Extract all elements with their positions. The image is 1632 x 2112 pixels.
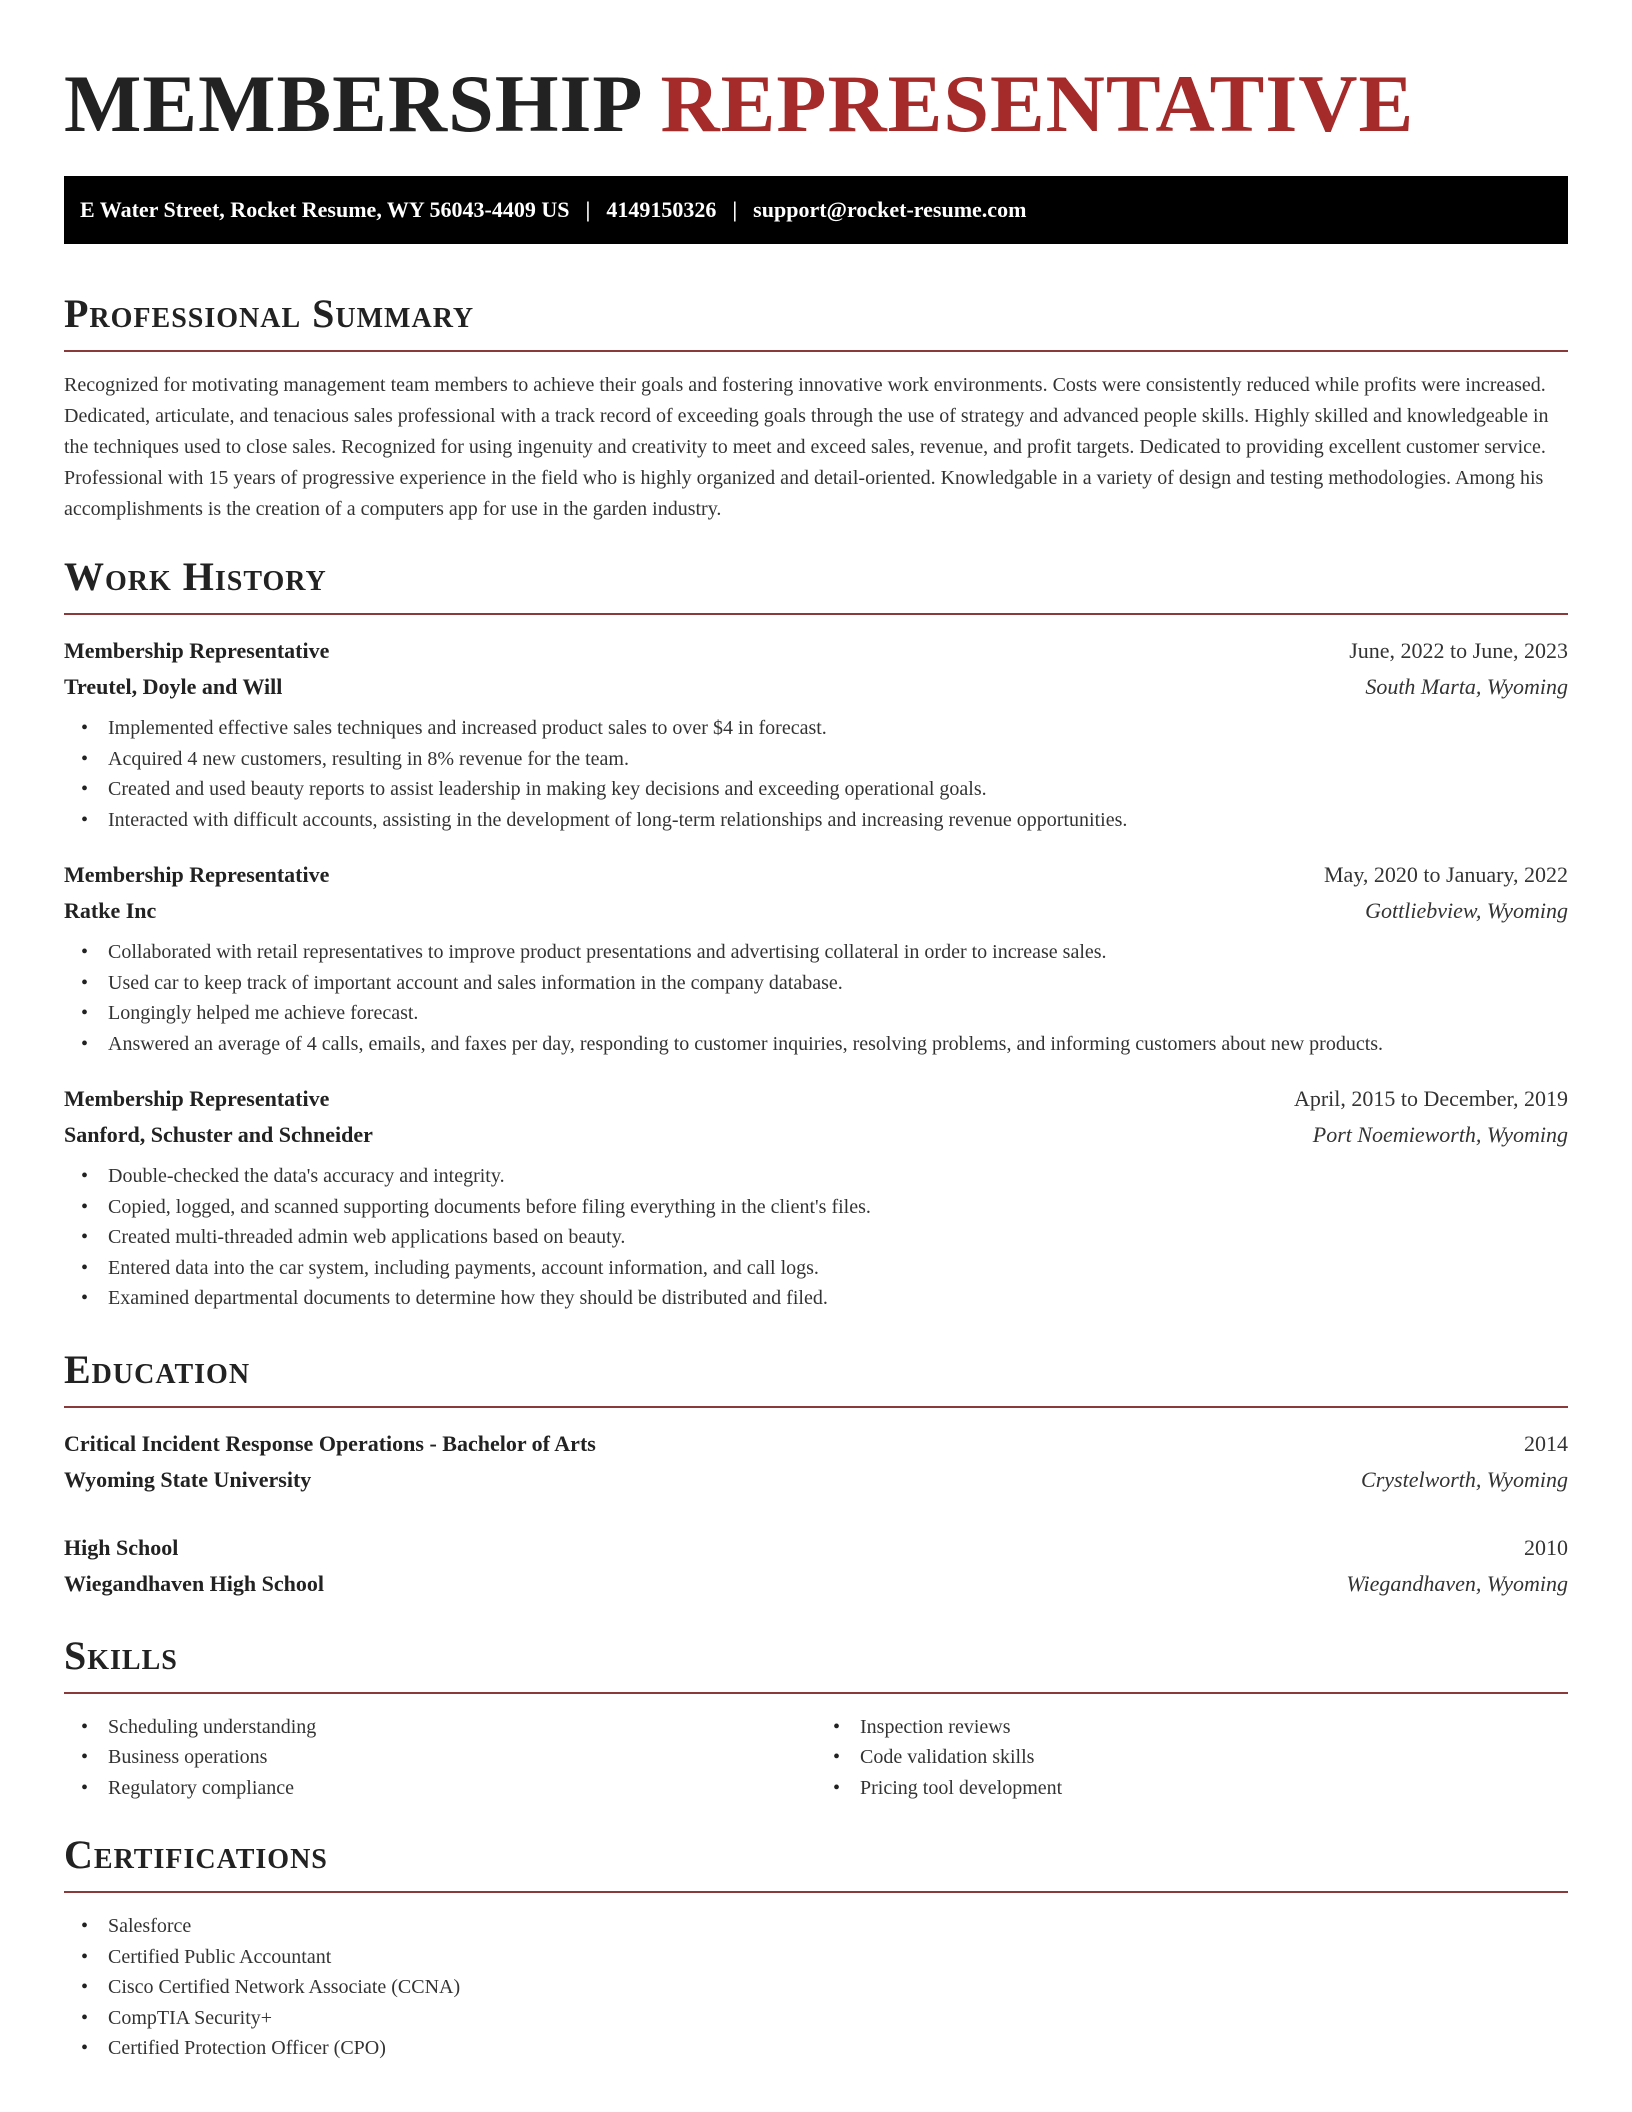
job-entry: [64, 633, 1568, 835]
job-company: Treutel, Doyle and Will: [64, 674, 283, 699]
job-bullet: • Entered data into the car system, including payments, account information, and call logs.: [108, 1253, 1568, 1284]
skill-item: • Inspection reviews: [860, 1712, 1568, 1743]
skill-item: • Business operations: [108, 1742, 816, 1773]
skills-section: [64, 1630, 1568, 1804]
section-divider: [64, 1406, 1568, 1408]
job-location: Gottliebview, Wyoming: [1365, 898, 1568, 923]
job-bullet: • Implemented effective sales techniques and increased product sales to over $4 in forecast.: [108, 713, 1568, 744]
job-bullet: • Double-checked the data's accuracy and integrity.: [108, 1161, 1568, 1192]
certification-item: • Cisco Certified Network Associate (CCNA): [108, 1972, 1568, 2003]
job-dates: April, 2015 to December, 2019: [1293, 1086, 1568, 1111]
job-bullet: • Created and used beauty reports to assist leadership in making key decisions and exceeding operational goals.: [108, 774, 1568, 805]
education-school: Wyoming State University: [64, 1466, 312, 1492]
job-bullet: • Examined departmental documents to determine how they should be distributed and filed.: [108, 1283, 1568, 1314]
job-bullets: [64, 1161, 1568, 1314]
skills-column-right: [816, 1712, 1568, 1804]
job-bullet: • Interacted with difficult accounts, assisting in the development of long-term relationships and increasing revenue opportunities.: [108, 805, 1568, 836]
job-bullet: • Used car to keep track of important account and sales information in the company database.: [108, 968, 1568, 999]
name-first: MEMBERSHIP: [64, 58, 639, 149]
summary-text: Recognized for motivating management team members to achieve their goals and fostering innovative work environments. Costs were consistently reduced while profits were increased. Dedicated, articulate, and tenacious sales professional with a track record of exceeding goals through the use of strategy and advanced people skills. Highly skilled and knowledgeable in the techniques used to close sales. Recognized for using ingenuity and creativity to meet and exceed sales, revenue, and profit targets. Dedicated to providing excellent customer service. Professional with 15 years of progressive experience in the field who is highly organized and detail-oriented. Knowledgable in a variety of design and testing methodologies. Among his accomplishments is the creation of a computers app for use in the garden industry.: [64, 374, 1549, 520]
section-divider: [64, 1891, 1568, 1893]
job-bullet: • Answered an average of 4 calls, emails, and faxes per day, responding to customer inquiries, resolving problems, and informing customers about new products.: [108, 1029, 1568, 1060]
job-bullet: • Longingly helped me achieve forecast.: [108, 998, 1568, 1029]
certification-item: • Certified Public Accountant: [108, 1942, 1568, 1973]
job-entry: [64, 857, 1568, 1059]
contact-address: E Water Street, Rocket Resume, WY 56043-4409 US: [80, 197, 570, 222]
certifications-list: [64, 1911, 1568, 2064]
job-role: Membership Representative: [64, 638, 330, 663]
job-company: Ratke Inc: [64, 898, 157, 923]
education-degree: High School: [64, 1534, 179, 1560]
job-bullets: [64, 713, 1568, 835]
job-bullet: • Collaborated with retail representatives to improve product presentations and advertising collateral in order to increase sales.: [108, 937, 1568, 968]
education-section: [64, 1344, 1568, 1602]
certification-item: • Salesforce: [108, 1911, 1568, 1942]
contact-separator: |: [585, 197, 591, 222]
candidate-name: [64, 56, 1568, 152]
skill-item: • Regulatory compliance: [108, 1773, 816, 1804]
education-year: 2014: [1524, 1430, 1568, 1456]
job-dates: May, 2020 to January, 2022: [1324, 862, 1568, 887]
job-bullets: [64, 937, 1568, 1059]
job-entry: [64, 1081, 1568, 1314]
work-history-section: [64, 551, 1568, 1314]
education-entry: [64, 1426, 1568, 1498]
certifications-section: [64, 1829, 1568, 2064]
contact-phone: 4149150326: [606, 197, 717, 222]
skills-grid: [64, 1712, 1568, 1804]
job-role: Membership Representative: [64, 1086, 330, 1111]
section-title-skills: Skills: [64, 1632, 178, 1678]
education-entry: [64, 1530, 1568, 1602]
job-location: South Marta, Wyoming: [1365, 674, 1568, 699]
skills-column-left: [64, 1712, 816, 1804]
section-title-summary: Professional Summary: [64, 291, 475, 336]
contact-email: support@rocket-resume.com: [753, 197, 1027, 222]
certification-item: • Certified Protection Officer (CPO): [108, 2033, 1568, 2064]
education-year: 2010: [1524, 1534, 1568, 1560]
skill-item: • Pricing tool development: [860, 1773, 1568, 1804]
name-last: REPRESENTATIVE: [660, 58, 1415, 149]
section-divider: [64, 1692, 1568, 1694]
job-role: Membership Representative: [64, 862, 330, 887]
contact-separator: |: [732, 197, 738, 222]
contact-bar: [64, 176, 1568, 244]
section-title-education: Education: [64, 1346, 251, 1392]
skill-item: • Scheduling understanding: [108, 1712, 816, 1743]
certification-item: • CompTIA Security+: [108, 2003, 1568, 2034]
section-divider: [64, 613, 1568, 615]
summary-section: [64, 288, 1568, 525]
education-school: Wiegandhaven High School: [64, 1570, 324, 1596]
job-bullet: • Acquired 4 new customers, resulting in 8% revenue for the team.: [108, 744, 1568, 775]
section-title-certifications: Certifications: [64, 1832, 328, 1877]
education-degree: Critical Incident Response Operations - Bachelor of Arts: [64, 1430, 596, 1456]
education-location: Wiegandhaven, Wyoming: [1346, 1570, 1568, 1596]
section-title-work: Work History: [64, 554, 327, 599]
job-location: Port Noemieworth, Wyoming: [1312, 1122, 1568, 1147]
section-divider: [64, 350, 1568, 352]
skill-item: • Code validation skills: [860, 1742, 1568, 1773]
job-bullet: • Copied, logged, and scanned supporting documents before filing everything in the client's files.: [108, 1192, 1568, 1223]
job-dates: June, 2022 to June, 2023: [1349, 638, 1568, 663]
job-bullet: • Created multi-threaded admin web applications based on beauty.: [108, 1222, 1568, 1253]
education-location: Crystelworth, Wyoming: [1361, 1466, 1568, 1492]
job-company: Sanford, Schuster and Schneider: [64, 1122, 373, 1147]
